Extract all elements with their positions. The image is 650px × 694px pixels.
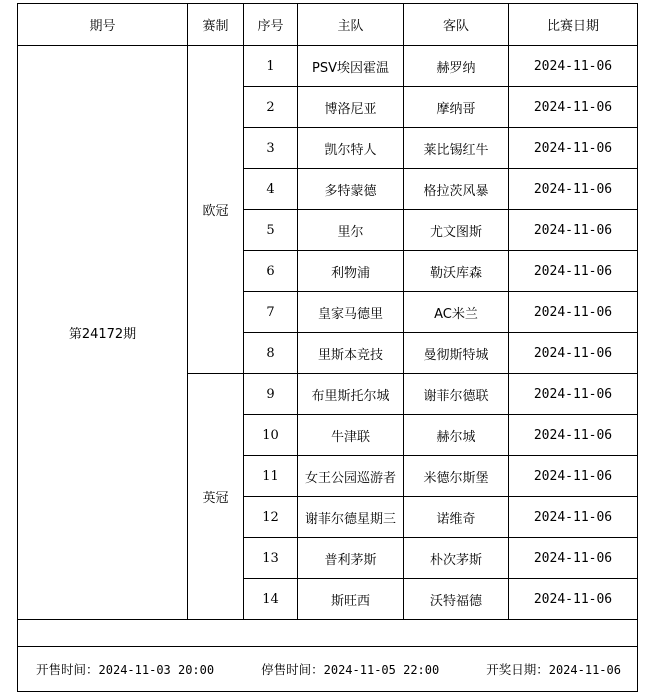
seq-cell: 9 [244,374,298,415]
match-date-cell: 2024-11-06 [509,251,638,292]
sale-start [36,660,214,678]
blank-cell [18,620,638,647]
header-away-team: 客队 [404,4,509,46]
footer-cell [18,647,638,692]
header-match-date: 比赛日期 [509,4,638,46]
match-date-cell: 2024-11-06 [509,579,638,620]
away-team-cell: 尤文图斯 [404,210,509,251]
home-team-cell: 斯旺西 [298,579,404,620]
seq-cell: 11 [244,456,298,497]
header-competition: 赛制 [188,4,244,46]
seq-cell: 4 [244,169,298,210]
away-team-cell: AC米兰 [404,292,509,333]
seq-cell: 14 [244,579,298,620]
header-period: 期号 [18,4,188,46]
away-team-cell: 赫罗纳 [404,46,509,87]
seq-cell: 7 [244,292,298,333]
match-date-cell: 2024-11-06 [509,333,638,374]
away-team-cell: 米德尔斯堡 [404,456,509,497]
home-team-cell: 利物浦 [298,251,404,292]
draw-date-value: 2024-11-06 [548,663,621,677]
away-team-cell: 赫尔城 [404,415,509,456]
match-date-cell: 2024-11-06 [509,46,638,87]
home-team-cell: 普利茅斯 [298,538,404,579]
sale-stop-label: 停售时间： [261,662,324,677]
match-date-cell: 2024-11-06 [509,128,638,169]
match-date-cell: 2024-11-06 [509,456,638,497]
home-team-cell: 凯尔特人 [298,128,404,169]
match-date-cell: 2024-11-06 [509,415,638,456]
seq-cell: 8 [244,333,298,374]
away-team-cell: 诺维奇 [404,497,509,538]
blank-row [18,620,638,647]
match-date-cell: 2024-11-06 [509,374,638,415]
home-team-cell: 里尔 [298,210,404,251]
away-team-cell: 格拉茨风暴 [404,169,509,210]
match-date-cell: 2024-11-06 [509,169,638,210]
sale-stop [261,660,439,678]
match-date-cell: 2024-11-06 [509,87,638,128]
home-team-cell: 牛津联 [298,415,404,456]
header-row [18,4,638,46]
draw-date [486,660,621,678]
header-home-team: 主队 [298,4,404,46]
table-row [18,46,638,87]
away-team-cell: 摩纳哥 [404,87,509,128]
away-team-cell: 曼彻斯特城 [404,333,509,374]
home-team-cell: 博洛尼亚 [298,87,404,128]
home-team-cell: 皇家马德里 [298,292,404,333]
away-team-cell: 沃特福德 [404,579,509,620]
period-cell: 第24172期 [18,46,188,620]
sale-stop-value: 2024-11-05 22:00 [323,663,440,677]
sale-info-line [18,660,637,678]
home-team-cell: 布里斯托尔城 [298,374,404,415]
away-team-cell: 谢菲尔德联 [404,374,509,415]
seq-cell: 2 [244,87,298,128]
footer-row [18,647,638,692]
seq-cell: 13 [244,538,298,579]
sale-start-label: 开售时间： [36,662,99,677]
header-seq: 序号 [244,4,298,46]
competition-cell: 英冠 [188,374,244,620]
competition-cell: 欧冠 [188,46,244,374]
match-date-cell: 2024-11-06 [509,538,638,579]
home-team-cell: PSV埃因霍温 [298,46,404,87]
match-schedule-table [17,3,638,692]
home-team-cell: 谢菲尔德星期三 [298,497,404,538]
away-team-cell: 朴次茅斯 [404,538,509,579]
seq-cell: 12 [244,497,298,538]
match-date-cell: 2024-11-06 [509,210,638,251]
sale-start-value: 2024-11-03 20:00 [98,663,215,677]
home-team-cell: 里斯本竞技 [298,333,404,374]
home-team-cell: 多特蒙德 [298,169,404,210]
home-team-cell: 女王公园巡游者 [298,456,404,497]
seq-cell: 1 [244,46,298,87]
seq-cell: 5 [244,210,298,251]
seq-cell: 6 [244,251,298,292]
seq-cell: 3 [244,128,298,169]
away-team-cell: 莱比锡红牛 [404,128,509,169]
away-team-cell: 勒沃库森 [404,251,509,292]
seq-cell: 10 [244,415,298,456]
draw-date-label: 开奖日期： [486,662,549,677]
match-date-cell: 2024-11-06 [509,292,638,333]
match-date-cell: 2024-11-06 [509,497,638,538]
